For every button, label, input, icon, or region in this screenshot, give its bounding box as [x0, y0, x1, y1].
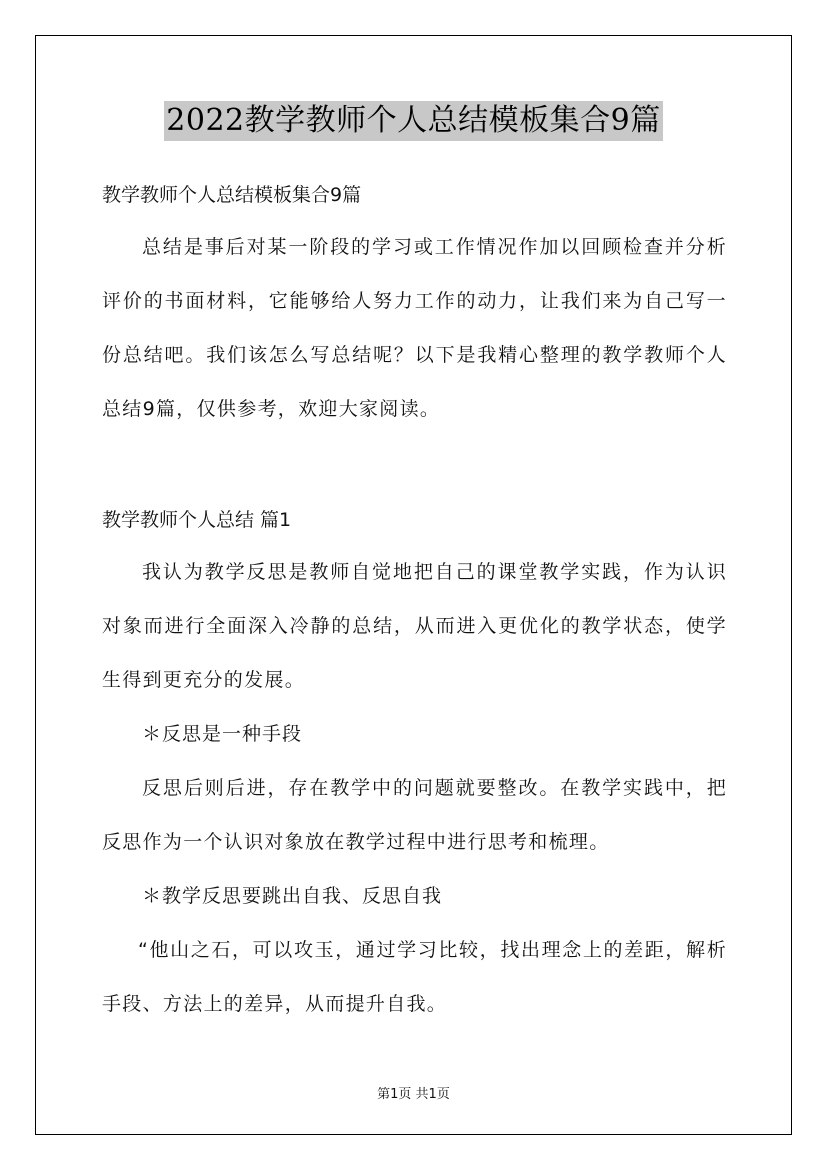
section-paragraph-2: 反思后则后进，存在教学中的问题就要整改。在教学实践中，把反思作为一个认识对象放在教学过程中进行思考和梳理。 — [102, 777, 727, 853]
section-paragraph-1: 我认为教学反思是教师自觉地把自己的课堂教学实践，作为认识对象而进行全面深入冷静的总结，从而进入更优化的教学状态，使学生得到更充分的发展。 — [102, 561, 727, 691]
document-subtitle: 教学教师个人总结模板集合9篇 — [102, 184, 362, 206]
intro-paragraph: 总结是事后对某一阶段的学习或工作情况作加以回顾检查并分析评价的书面材料，它能够给人努力工作的动力，让我们来为自己写一份总结吧。我们该怎么写总结呢？以下是我精心整理的教学教师个人总结9篇，仅供参考，欢迎大家阅读。 — [102, 236, 727, 420]
document-title: 2022教学教师个人总结模板集合9篇 — [164, 101, 662, 141]
page-footer: 第1页 共1页 — [377, 1087, 450, 1102]
section-paragraph-3: “他山之石，可以攻玉，通过学习比较，找出理念上的差距，解析手段、方法上的差异，从而提升自我。 — [102, 939, 727, 1015]
title-wrap — [0, 101, 827, 141]
bullet-item-2: ＊教学反思要跳出自我、反思自我 — [142, 885, 443, 907]
bullet-item-1: ＊反思是一种手段 — [142, 723, 303, 745]
section-heading: 教学教师个人总结 篇1 — [102, 509, 292, 531]
